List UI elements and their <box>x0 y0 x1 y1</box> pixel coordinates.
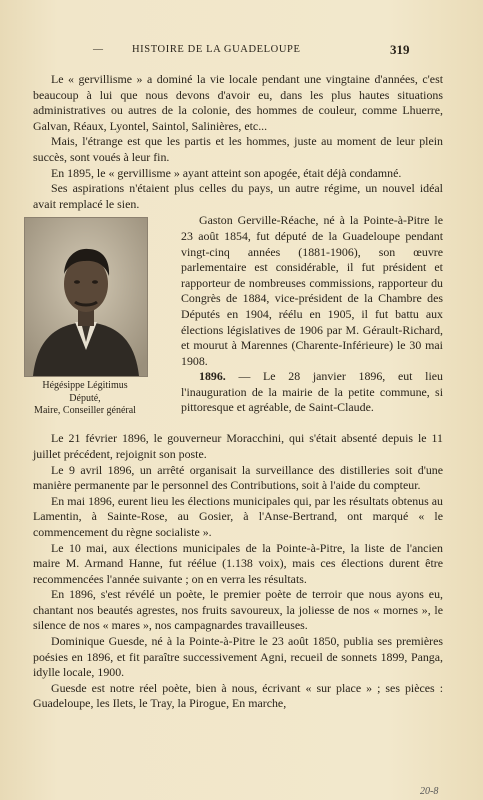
portrait-figure <box>20 217 150 431</box>
paragraph: En mai 1896, eurent lieu les élections municipales qui, par les résultats obtenus au Lamentin, à Sainte-Rose, au Gosier, à l'Anse-Bertrand, ont marqué « le commencement du règne socialiste ». <box>33 493 443 539</box>
paragraph: Mais, l'étrange est que les partis et les hommes, juste au moment de leur plein succès, sont voués à leur fin. <box>33 134 443 164</box>
portrait-photo <box>24 217 148 377</box>
biography-text <box>181 213 443 416</box>
portrait-image <box>25 218 147 376</box>
caption-title: Député, <box>69 392 101 404</box>
paragraph: Le 21 février 1896, le gouverneur Moracchini, qui s'était absenté depuis le 11 juillet précédent, rejoignit son poste. <box>33 431 443 461</box>
header-dash: — <box>93 44 103 55</box>
paragraph: Le « gervillisme » a dominé la vie locale pendant une vingtaine d'années, c'est beaucoup à lui que nous devons d'avoir eu, dans les plus hautes situations administratives ou autres de la colonie, des hommes de couleur, comme Lhuerre, Galvan, Réaux, Lyontel, Saintol, Salinières, etc... <box>33 72 443 133</box>
bio-paragraph: Gaston Gerville-Réache, né à la Pointe-à-Pitre le 23 août 1854, fut député de la Guadeloupe pendant vingt-cinq années (1881-1906), son œuvre parlementaire est considérable, il fut président et rapporteur de nombreuses commissions, rapporteur du Congrès de 1884, vice-président de la Chambre des Députés en 1904, réélu en 1905, il fut battu aux élections législatives de 1906 par M. Gérault-Richard, et mourut à Marennes (Charente-Inférieure) le 30 mai 1908. <box>181 213 443 368</box>
portrait-caption <box>20 380 150 417</box>
paragraph: Dominique Guesde, né à la Pointe-à-Pitre le 23 août 1850, publia ses premières poésies en 1896, et fit paraître successivement Agni, recueil de sonnets 1899, Panga, idylle locale, 1900. <box>33 634 443 680</box>
paragraph: Le 10 mai, aux élections municipales de la Pointe-à-Pitre, la liste de l'ancien maire M. Armand Hanne, fut réélue (1.138 voix), mais ces élections durent être recommencées l'année suivante ; on en verra les résultats. <box>33 540 443 586</box>
running-title: HISTOIRE DE LA GUADELOUPE <box>132 44 301 55</box>
paragraph: Guesde est notre réel poète, bien à nous, écrivant « sur place » ; ses pièces : Guadeloupe, les Ilets, le Tray, la Pirogue, En marche, <box>33 680 443 711</box>
page-header <box>0 44 483 60</box>
paragraph: En 1895, le « gervillisme » ayant atteint son apogée, était déjà condamné. <box>51 165 402 180</box>
caption-name: Hégésippe Légitimus <box>42 380 128 392</box>
bio-continuation-text: — Le 28 janvier 1896, eut lieu l'inauguration de la mairie de la petite commune, si pittoresque et agréable, de Saint-Claude. <box>181 369 443 415</box>
paragraph: Ses aspirations n'étaient plus celles du pays, un autre régime, un nouvel idéal avait remplacé le sien. <box>33 181 443 211</box>
paragraph: Le 9 avril 1896, un arrêté organisait la surveillance des distilleries soit d'une manière permanente par le personnel des Contributions, soit à l'aide du compteur. <box>33 462 443 493</box>
portrait-section <box>33 213 443 431</box>
bio-continuation <box>181 369 443 416</box>
page-number: 319 <box>390 42 410 57</box>
year-heading: 1896. <box>199 369 226 384</box>
paragraph: En 1896, s'est révélé un poète, le premier poète de terroir que nous ayons eu, chantant nos beautés agrestes, nos fruits savoureux, la joliesse de nos « mornes », le silence de nos « mares », nos campagnardes travailleuses. <box>33 587 443 633</box>
caption-role: Maire, Conseiller général <box>34 405 136 417</box>
body-text <box>33 72 443 712</box>
handwritten-margin-note: 20-8 <box>420 786 439 797</box>
